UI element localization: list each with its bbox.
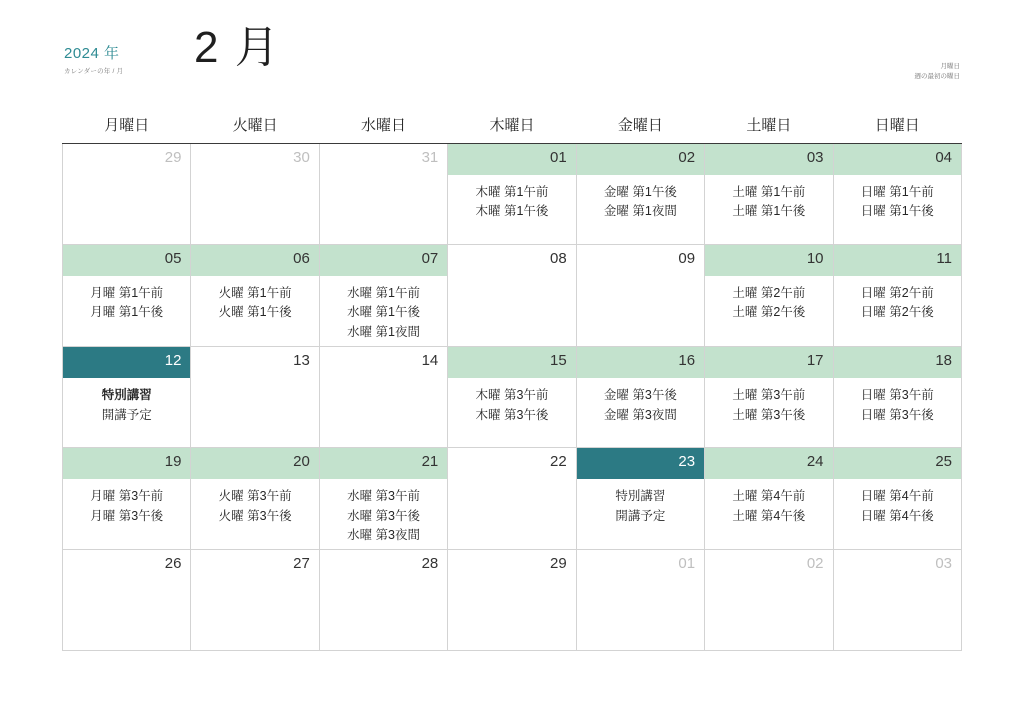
- day-number: 12: [63, 347, 190, 378]
- day-event: 土曜 第3午前: [732, 388, 806, 403]
- calendar-day-cell[interactable]: [833, 347, 961, 448]
- calendar-day-cell[interactable]: [448, 144, 576, 245]
- day-number: 20: [191, 448, 318, 479]
- day-event: 火曜 第1午後: [218, 305, 292, 320]
- day-number: 05: [63, 245, 190, 276]
- day-events: [320, 276, 447, 346]
- calendar-day-cell[interactable]: [576, 144, 704, 245]
- day-event: 木曜 第1午前: [475, 185, 549, 199]
- calendar-day-cell[interactable]: [448, 347, 576, 448]
- calendar-day-cell[interactable]: [833, 550, 961, 651]
- day-events: [834, 276, 961, 327]
- day-number: 27: [293, 555, 310, 573]
- day-events: [191, 479, 318, 530]
- calendar-day-cell[interactable]: [576, 347, 704, 448]
- weekday-header-thu: 木曜日: [448, 110, 576, 144]
- day-number: 29: [550, 555, 567, 573]
- day-events: [191, 276, 318, 327]
- calendar-day-cell[interactable]: [705, 448, 833, 550]
- day-number: 07: [320, 245, 447, 276]
- calendar-day-cell[interactable]: [833, 245, 961, 347]
- calendar-day-cell[interactable]: [63, 448, 191, 550]
- day-events: [63, 378, 190, 429]
- week-start-value: 月曜日: [940, 63, 960, 70]
- day-event: 日曜 第2午後: [860, 305, 934, 320]
- day-event: 日曜 第2午前: [860, 286, 934, 300]
- day-number: 01: [448, 144, 575, 175]
- day-event: 月曜 第1午前: [90, 286, 164, 300]
- calendar-day-cell[interactable]: [63, 245, 191, 347]
- day-event: 月曜 第3午前: [90, 489, 164, 504]
- day-events: [448, 175, 575, 226]
- day-event: 金曜 第1午後: [603, 185, 677, 199]
- year-label: 2024 年: [64, 45, 120, 62]
- day-event: 開講予定: [615, 508, 666, 523]
- day-number: 11: [834, 245, 961, 276]
- weekday-header-fri: 金曜日: [576, 110, 704, 144]
- year-block: [64, 46, 174, 75]
- calendar-day-cell[interactable]: [576, 448, 704, 550]
- day-event: 木曜 第3午後: [475, 407, 549, 422]
- day-event: 土曜 第2午後: [732, 305, 806, 320]
- day-event: 木曜 第3午前: [475, 388, 549, 403]
- day-event: 土曜 第1午前: [732, 185, 806, 199]
- day-events: [577, 378, 704, 429]
- calendar-day-cell[interactable]: [191, 347, 319, 448]
- day-event: 日曜 第4午後: [860, 508, 934, 523]
- day-event: 木曜 第1午後: [475, 204, 549, 219]
- day-event: 水曜 第1夜間: [347, 324, 421, 339]
- day-event: 水曜 第3夜間: [347, 527, 421, 542]
- day-number: 03: [705, 144, 832, 175]
- calendar-day-cell[interactable]: [319, 144, 447, 245]
- day-number: 14: [421, 352, 439, 370]
- calendar-day-cell[interactable]: [448, 550, 576, 651]
- calendar-day-cell[interactable]: [833, 448, 961, 550]
- calendar-container: [62, 110, 962, 651]
- day-events: [705, 175, 832, 226]
- calendar-week-row: [63, 550, 962, 651]
- day-number: 19: [63, 448, 190, 479]
- day-number: 13: [293, 352, 310, 370]
- day-number: 10: [705, 245, 832, 276]
- day-event: 金曜 第3夜間: [603, 407, 677, 422]
- calendar-day-cell[interactable]: [63, 550, 191, 651]
- calendar-day-cell[interactable]: [319, 448, 447, 550]
- calendar-day-cell[interactable]: [448, 245, 576, 347]
- day-number: 24: [705, 448, 832, 479]
- calendar-day-cell[interactable]: [448, 448, 576, 550]
- day-event: 日曜 第3午前: [860, 388, 934, 403]
- calendar-header-row: [63, 110, 962, 144]
- weekday-header-tue: 火曜日: [191, 110, 319, 144]
- day-number: 02: [577, 144, 704, 175]
- day-event: 火曜 第3午後: [218, 508, 292, 523]
- calendar-table: [62, 110, 962, 651]
- calendar-day-cell[interactable]: [63, 144, 191, 245]
- day-number: 15: [448, 347, 575, 378]
- day-event: 水曜 第3午前: [347, 489, 421, 504]
- day-events: [705, 479, 832, 530]
- day-events: [705, 276, 832, 327]
- day-number: 18: [834, 347, 961, 378]
- day-events: [577, 479, 704, 530]
- calendar-day-cell[interactable]: [319, 550, 447, 651]
- day-events: [577, 175, 704, 226]
- day-events: [834, 175, 961, 226]
- calendar-day-cell[interactable]: [705, 347, 833, 448]
- calendar-day-cell[interactable]: [705, 550, 833, 651]
- day-number: 06: [191, 245, 318, 276]
- day-number: 02: [806, 555, 824, 573]
- day-number: 25: [834, 448, 961, 479]
- calendar-day-cell[interactable]: [833, 144, 961, 245]
- calendar-day-cell[interactable]: [191, 144, 319, 245]
- day-number: 29: [164, 149, 182, 166]
- calendar-week-row: [63, 245, 962, 347]
- calendar-week-row: [63, 347, 962, 448]
- calendar-day-cell[interactable]: [576, 245, 704, 347]
- calendar-day-cell[interactable]: [63, 347, 191, 448]
- week-start-note: [915, 62, 961, 82]
- day-number: 22: [550, 453, 567, 471]
- day-event: 月曜 第1午後: [90, 305, 164, 320]
- year-caption: カレンダーの年 / 月: [64, 67, 124, 75]
- day-event: 水曜 第1午前: [347, 286, 421, 300]
- week-start-caption: 週の最初の曜日: [914, 72, 960, 80]
- day-number: 09: [678, 250, 696, 267]
- weekday-header-sat: 土曜日: [705, 110, 833, 144]
- day-events: [705, 378, 832, 429]
- calendar-day-cell[interactable]: [319, 245, 447, 347]
- day-events: [834, 378, 961, 429]
- day-event: 日曜 第4午前: [860, 489, 934, 504]
- day-event: 火曜 第1午前: [218, 286, 292, 300]
- day-events: [834, 479, 961, 530]
- day-number: 30: [293, 149, 310, 166]
- calendar-week-row: [63, 144, 962, 245]
- day-event: 金曜 第1夜間: [603, 204, 677, 219]
- day-event: 火曜 第3午前: [218, 489, 292, 504]
- calendar-day-cell[interactable]: [319, 347, 447, 448]
- calendar-body: [63, 144, 962, 651]
- day-event: 特別講習: [615, 489, 666, 504]
- day-number: 17: [705, 347, 832, 378]
- day-number: 03: [935, 555, 952, 573]
- calendar-day-cell[interactable]: [705, 245, 833, 347]
- day-event: 土曜 第1午後: [732, 204, 806, 219]
- day-events: [63, 479, 190, 530]
- day-event: 金曜 第3午後: [603, 388, 677, 403]
- day-event: 日曜 第1午前: [860, 185, 934, 199]
- day-number: 31: [421, 149, 439, 166]
- calendar-week-row: [63, 448, 962, 550]
- day-events: [448, 378, 575, 429]
- calendar-day-cell[interactable]: [191, 245, 319, 347]
- calendar-day-cell[interactable]: [705, 144, 833, 245]
- day-event: 土曜 第4午前: [732, 489, 806, 504]
- day-number: 23: [577, 448, 704, 479]
- day-event: 開講予定: [101, 407, 152, 422]
- day-event: 水曜 第3午後: [347, 508, 421, 523]
- weekday-header-sun: 日曜日: [833, 110, 961, 144]
- calendar-day-cell[interactable]: [191, 448, 319, 550]
- day-event: 土曜 第3午後: [732, 407, 806, 422]
- day-event: 特別講習: [101, 388, 152, 403]
- calendar-day-cell[interactable]: [576, 550, 704, 651]
- day-number: 21: [320, 448, 447, 479]
- day-event: 日曜 第1午後: [860, 204, 934, 219]
- day-event: 日曜 第3午後: [860, 407, 934, 422]
- day-number: 01: [678, 555, 696, 573]
- day-number: 28: [421, 555, 439, 573]
- day-number: 26: [164, 555, 182, 573]
- day-event: 水曜 第1午後: [347, 305, 421, 320]
- day-events: [63, 276, 190, 327]
- weekday-header-mon: 月曜日: [63, 110, 191, 144]
- day-events: [320, 479, 447, 549]
- day-number: 16: [577, 347, 704, 378]
- day-event: 土曜 第4午後: [732, 508, 806, 523]
- calendar-day-cell[interactable]: [191, 550, 319, 651]
- page-title: 2 月: [194, 23, 281, 72]
- page-header: [64, 18, 960, 92]
- day-event: 土曜 第2午前: [732, 286, 806, 300]
- weekday-header-wed: 水曜日: [319, 110, 447, 144]
- day-event: 月曜 第3午後: [90, 508, 164, 523]
- day-number: 04: [834, 144, 961, 175]
- day-number: 08: [550, 250, 567, 267]
